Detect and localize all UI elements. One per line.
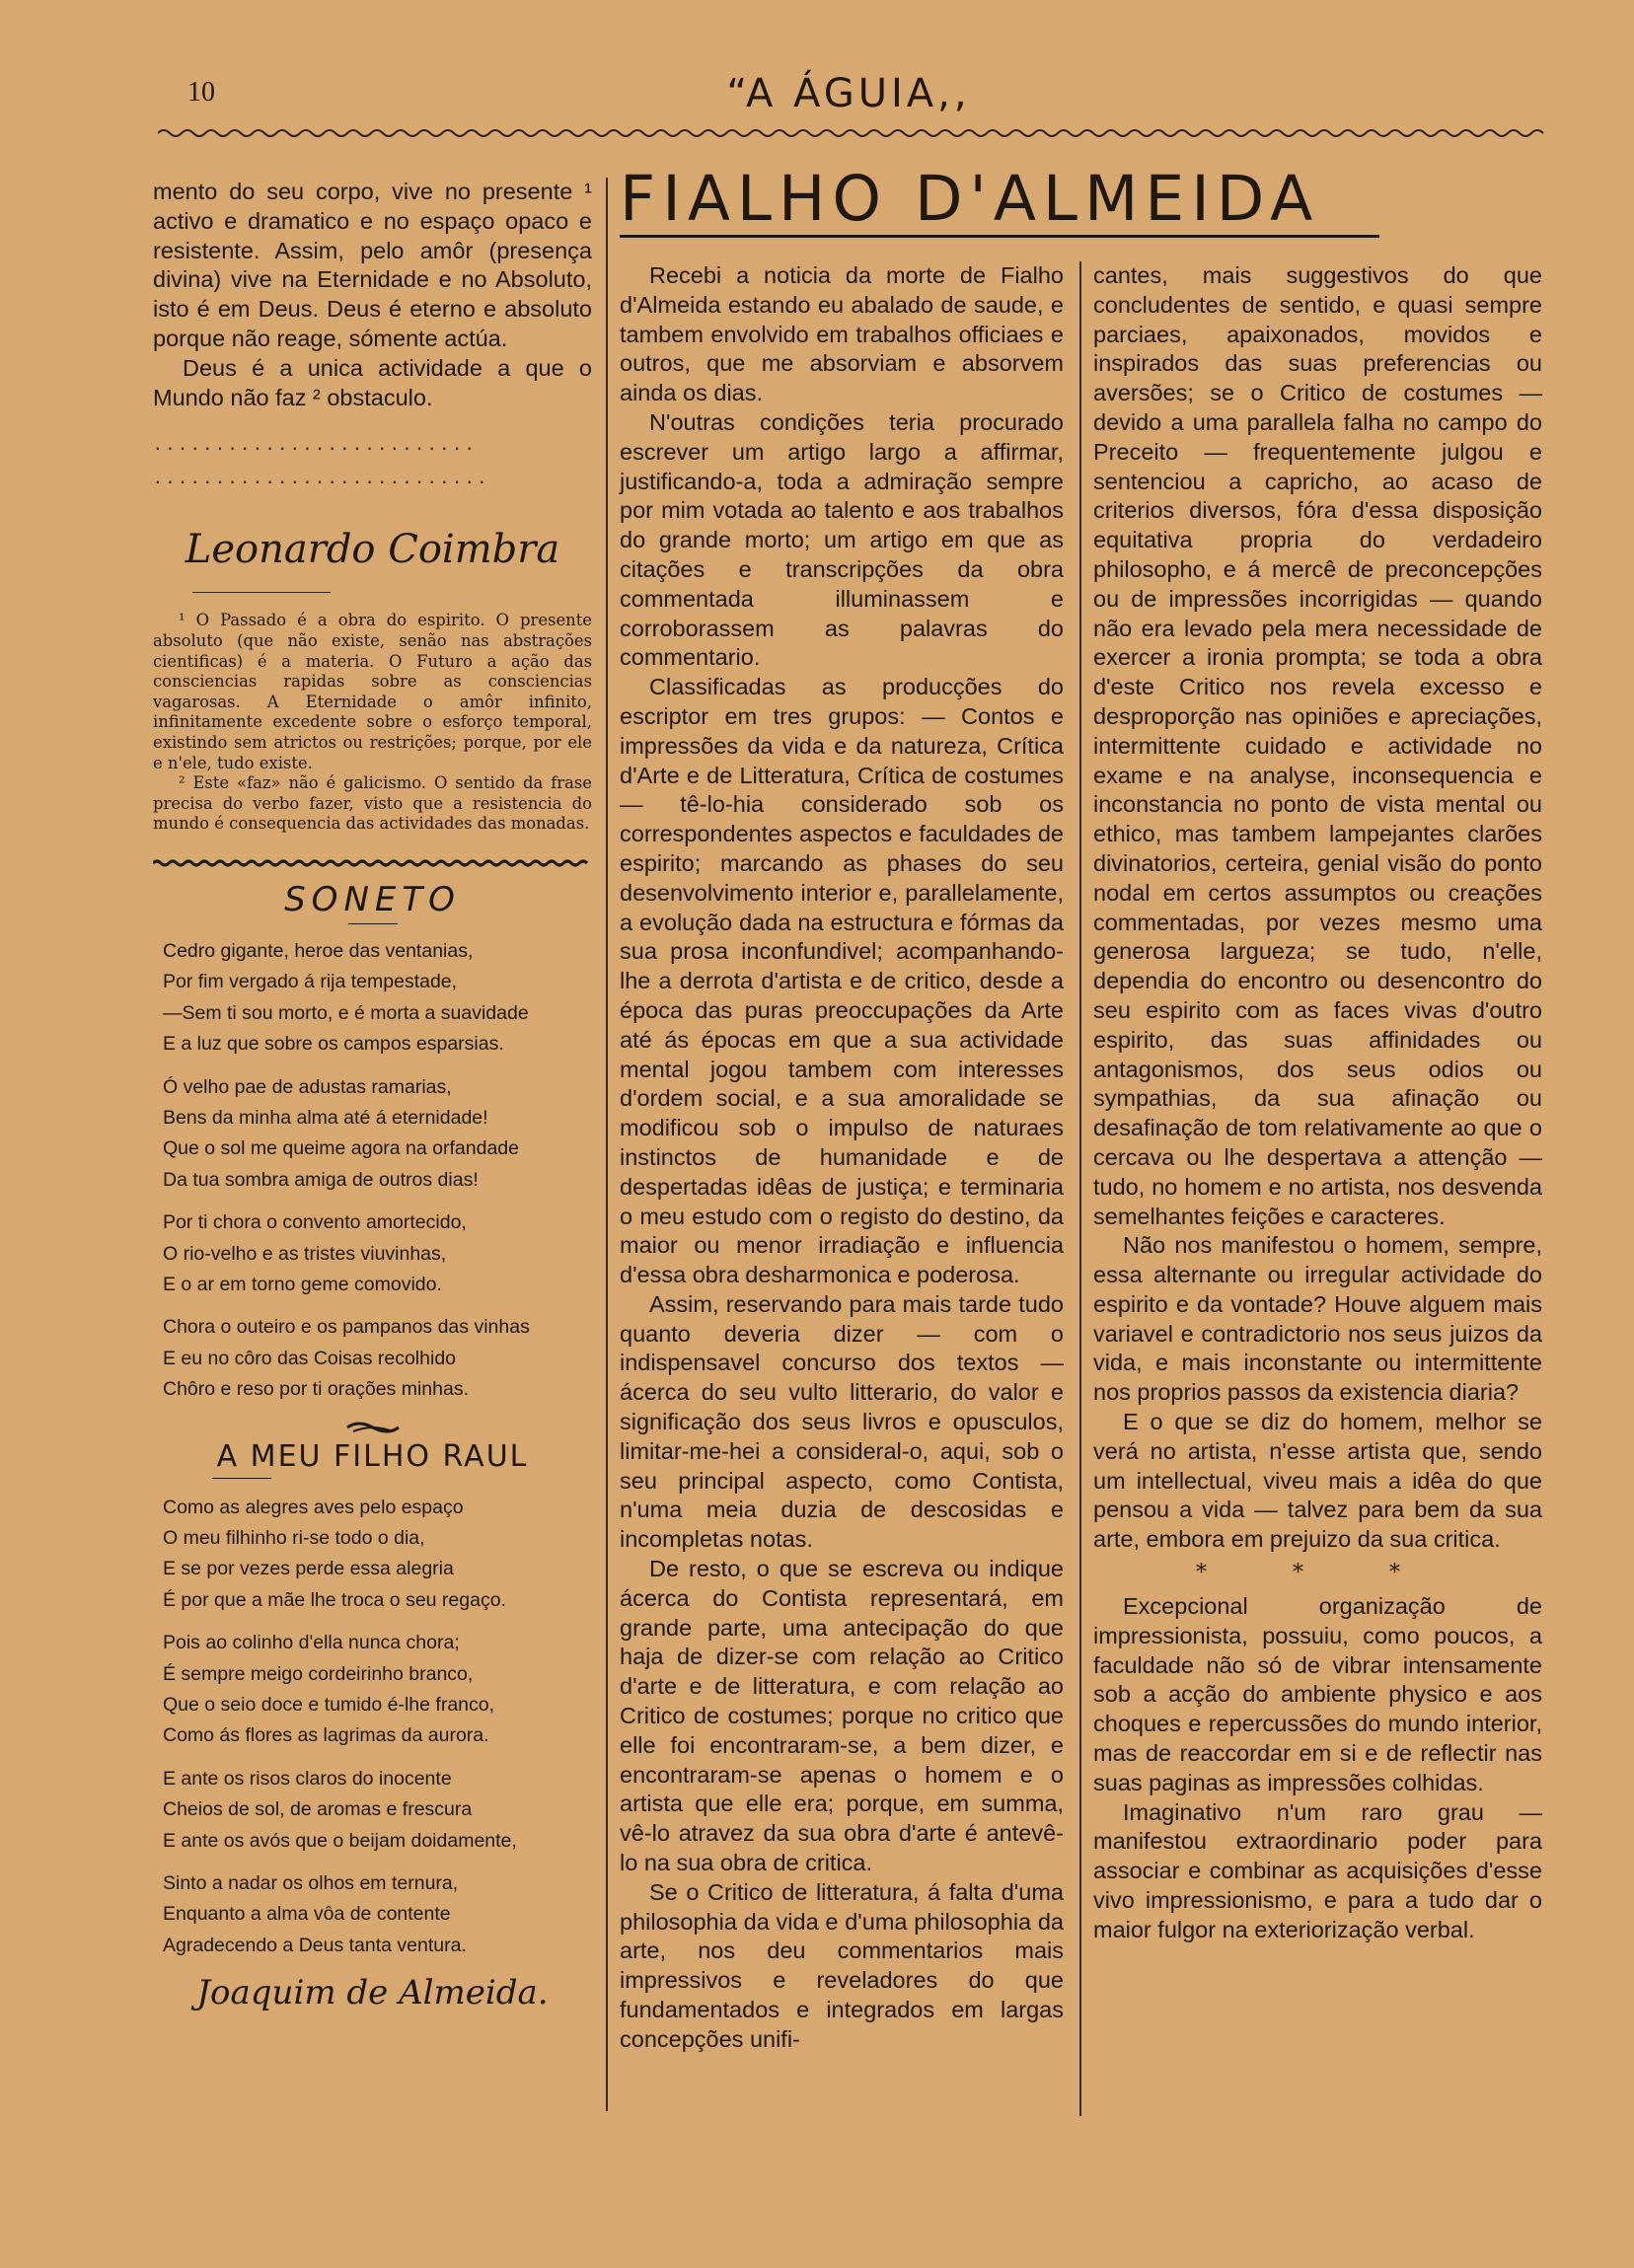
- poem-line: Cheios de sol, de aromas e frescura: [163, 1798, 473, 1821]
- article-paragraph: Imaginativo n'um raro grau — manifestou extraordinario poder para associar e combinar as acquisições d'esse vivo impressionismo, e para a tudo dar o maior fulgor na exteriorização verbal.: [1093, 1798, 1542, 1942]
- footnote-2: ² Este «faz» não é galicismo. O sentido da frase precisa do verbo fazer, visto que a resistencia do mundo é consequencia das actividades das monadas.: [153, 773, 592, 834]
- poem-line: Sinto a nadar os olhos em ternura,: [163, 1872, 459, 1895]
- poem-stanza: [153, 936, 592, 1061]
- poem-line: Agradecendo a Deus tanta ventura.: [163, 1934, 467, 1956]
- poem-stanza: [153, 1764, 592, 1857]
- poem-line: Pois ao colinho d'ella nunca chora;: [163, 1632, 460, 1654]
- column-divider-left: [606, 178, 608, 2111]
- poem-line: Por ti chora o convento amortecido,: [163, 1211, 467, 1234]
- poem-line: É por que a mãe lhe troca o seu regaço.: [163, 1588, 506, 1611]
- article-paragraph: Excepcional organização de impressionista, possuiu, como poucos, a faculdade não só de vibrar intensamente sob a acção do ambiente physico e aos choques e repercussões do mundo interior, mas de reaccordar em si e de reflectir nas suas paginas as impressões colhidas.: [1093, 1593, 1542, 1795]
- article-end-paragraph-1: mento do seu corpo, vive no presente ¹ activo e dramatico e no espaço opaco e resistente. Assim, pelo amôr (presença divina) vive na Eternidade e no Absoluto, isto é em Deus. Deus é eterno e absoluto porque não reage, sómente actúa.: [153, 179, 592, 351]
- footnote-1: ¹ O Passado é a obra do espirito. O presente absoluto (que não existe, senão nas abstrações cientificas) é a materia. O Futuro a ação das consciencias rapidas sobre as consciencias vagarosas. A Eternidade o amôr infinito, infinitamente excedente sobre o esforço temporal, existindo sem atrictos ou restrições; porque, por ele e n'ele, tudo existe.: [153, 611, 592, 772]
- title-underline: [212, 1478, 271, 1479]
- article-paragraph: E o que se diz do homem, melhor se verá no artista, n'esse artista que, sendo um intellectual, viveu mais a idêa do que pensou a vida — talvez para bem da sua arte, embora em prejuizo da sua critica.: [1093, 1409, 1542, 1553]
- poem-line: Ó velho pae de adustas ramarias,: [163, 1075, 452, 1098]
- article-paragraph: Classificadas as producções do escriptor em tres grupos: — Contos e impressões da vida e da natureza, Crítica d'Arte e de Litteratura, Crítica de costumes — tê-lo-hia considerado sob os correspondentes aspectos e faculdades de espirito; marcando as phases do seu desenvolvimento interior e, parallelamente, a evolução dada na estructura e fórmas da sua prosa inconfundivel; acompanhando-lhe a derrota d'artista e de critico, desde a época das puras preoccupações da Arte até ás épocas em que a sua actividade mental jogou tambem com interesses d'ordem social, e a sua amoralidade se modificou sob o impulso de naturaes instinctos de humanidade e de despertadas idêas de justiça; e terminaria o meu estudo com o registo do destino, da maior ou menor irradiação e influencia d'essa obra desharmonica e poderosa.: [620, 674, 1064, 1288]
- journal-title: “A ÁGUIA,,: [726, 71, 971, 116]
- poem2-title: A MEU FILHO RAUL: [216, 1438, 529, 1474]
- soneto-title: SONETO: [284, 879, 461, 919]
- article-title: FIALHO D'ALMEIDA: [620, 163, 1320, 235]
- poem-line: É sempre meigo cordeirinho branco,: [163, 1662, 474, 1685]
- poem-line: Por fim vergado á rija tempestade,: [163, 971, 458, 993]
- poem-line: Como ás flores as lagrimas da aurora.: [163, 1724, 489, 1747]
- article-end-paragraph-2: Deus é a unica actividade a que o Mundo não faz ² obstaculo.: [153, 354, 592, 410]
- poem-line: Chora o outeiro e os pampanos das vinhas: [163, 1316, 530, 1339]
- poem-line: Como as alegres aves pelo espaço: [163, 1496, 464, 1518]
- poem-line: E se por vezes perde essa alegria: [163, 1558, 454, 1580]
- poem-line: Que o seio doce e tumido é-lhe franco,: [163, 1694, 495, 1717]
- poem-line: O meu filhinho ri-se todo o dia,: [163, 1527, 425, 1549]
- poem-line: E eu no côro das Coisas recolhido: [163, 1347, 457, 1369]
- article-paragraph: cantes, mais suggestivos do que concludentes de sentido, e quasi sempre parciaes, apaixonados, movidos e inspirados das suas preferencias ou aversões; se o Critico de costumes — devido a uma parallela falha no campo do Preceito — frequentemente julgou e sentenciou a capricho, ao acaso de criterios diversos, fóra d'essa disposição equitativa propria do verdadeiro philosopho, e á mercê de preconcepções ou de impressões incorrigidas — quando não era levado pela mera necessidade de exercer a ironia prompta; se toda a obra d'este Critico nos revela excesso e desproporção nas opiniões e apreciações, intermittente cuidado e actividade no exame e na analyse, inconsequencia e inconstancia no ponto de vista mental ou ethico, mas tambem lampejantes clarões divinatorios, certeira, genial visão do ponto nodal em certos assumptos ou creações commentadas, por vezes mesmo uma generosa largueza; se tudo, n'elle, dependia do encontro ou desencontro do seu espirito com as faces vivas d'outro espirito, das suas affinidades ou antagonismos, dos seus odios ou sympathias, da sua afinação ou desafinação de tom relativamente ao que o cercava ou lhe despertava a attenção — tudo, no homem e no artista, nos desvenda semelhantes feições e caracteres.: [1093, 262, 1542, 1229]
- article-paragraph: Recebi a noticia da morte de Fialho d'Almeida estando eu abalado de saude, e tambem envolvido em trabalhos officiaes e outros, que me absorviam e absorvem ainda os dias.: [620, 262, 1064, 406]
- header-wavy-rule: [158, 126, 1544, 140]
- left-column: [153, 178, 592, 2012]
- poem-line: —Sem ti sou morto, e é morta a suavidade: [163, 1001, 529, 1024]
- poem-stanza: [153, 1312, 592, 1405]
- poem-stanza: [153, 1628, 592, 1752]
- footnote-rule: [192, 592, 331, 593]
- article-paragraph: Não nos manifestou o homem, sempre, essa alternante ou irregular actividade do espirito e da vontade? Houve alguem mais variavel e contradictorio nos seus juizos da vida, e mais inconstante ou intermittente nos proprios passos da existencia diaria?: [1093, 1232, 1542, 1406]
- ellipsis-line: ...........................: [153, 469, 490, 488]
- soneto-poem: [153, 936, 592, 1406]
- middle-column: [620, 261, 1064, 2055]
- poem-line: Bens da minha alma até á eternidade!: [163, 1106, 488, 1129]
- poem-line: E ante os risos claros do inocente: [163, 1767, 452, 1790]
- article-paragraph: Se o Critico de litteratura, á falta d'uma philosophia da vida e d'uma philosophia da arte, nos deu commentarios mais impressivos e reveladores do que fundamentados e integrados em largas concepções unifi-: [620, 1878, 1064, 2052]
- poem-stanza: [153, 1207, 592, 1300]
- poem-line: Chôro e reso por ti orações minhas.: [163, 1378, 469, 1401]
- article-paragraph: De resto, o que se escreva ou indique ácerca do Contista representará, em grande parte, uma antecipação do que haja de dizer-se com relação ao Critico d'arte e de litteratura, e com relação ao Critico de costumes; porque no critico que elle foi encontraram-se, a bem dizer, e encontraram-se apenas o homem e o artista que elle era; porque, em summa, vê-lo atravez da sua obra d'arte é antevê-lo na sua obra de critica.: [620, 1556, 1064, 1876]
- poem-line: Cedro gigante, heroe das ventanias,: [163, 939, 474, 962]
- article-paragraph: Assim, reservando para mais tarde tudo quanto deveria dizer — com o indispensavel concurso dos textos — ácerca do seu vulto litterario, do valor e significação dos seus livros e opusculos, limitar-me-hei a consideral-o, aqui, sob o seu principal aspecto, como Contista, n'uma meia duzia de descosidas e incompletas notas.: [620, 1290, 1064, 1553]
- ornament-icon: [343, 1420, 403, 1435]
- title-underline: [348, 923, 398, 924]
- poem-line: Que o sol me queime agora na orfandade: [163, 1137, 519, 1160]
- article-title-rule: [620, 235, 1379, 238]
- section-separator-stars: * * *: [1196, 1561, 1440, 1586]
- poet-signature: Joaquim de Almeida.: [196, 1973, 549, 2013]
- poem-line: E a luz que sobre os campos esparsias.: [163, 1033, 504, 1056]
- poem-stanza: [153, 1493, 592, 1617]
- poem-line: E ante os avós que o beijam doidamente,: [163, 1829, 517, 1852]
- section-wavy-rule: [153, 858, 592, 868]
- column-divider-right: [1079, 261, 1081, 2116]
- ellipsis-line: ..........................: [153, 435, 478, 455]
- poem-line: O rio-velho e as tristes viuvinhas,: [163, 1242, 447, 1265]
- poem-stanza: [153, 1072, 592, 1197]
- page-number: 10: [187, 77, 215, 108]
- poem-line: E o ar em torno geme comovido.: [163, 1273, 442, 1295]
- author-signature: Leonardo Coimbra: [185, 527, 560, 573]
- poem2: [153, 1493, 592, 1962]
- poem-line: Enquanto a alma vôa de contente: [163, 1903, 451, 1926]
- article-paragraph: N'outras condições teria procurado escrever um artigo largo a affirmar, justificando-a, toda a admiração sempre por mim votada ao talento e aos trabalhos do grande morto; um artigo em que as citações e transcripções da obra commentada illuminassem e corroborassem as palavras do commentario.: [620, 408, 1064, 671]
- poem-line: Da tua sombra amiga de outros dias!: [163, 1168, 479, 1191]
- right-column: [1093, 261, 1542, 1945]
- poem-stanza: [153, 1868, 592, 1961]
